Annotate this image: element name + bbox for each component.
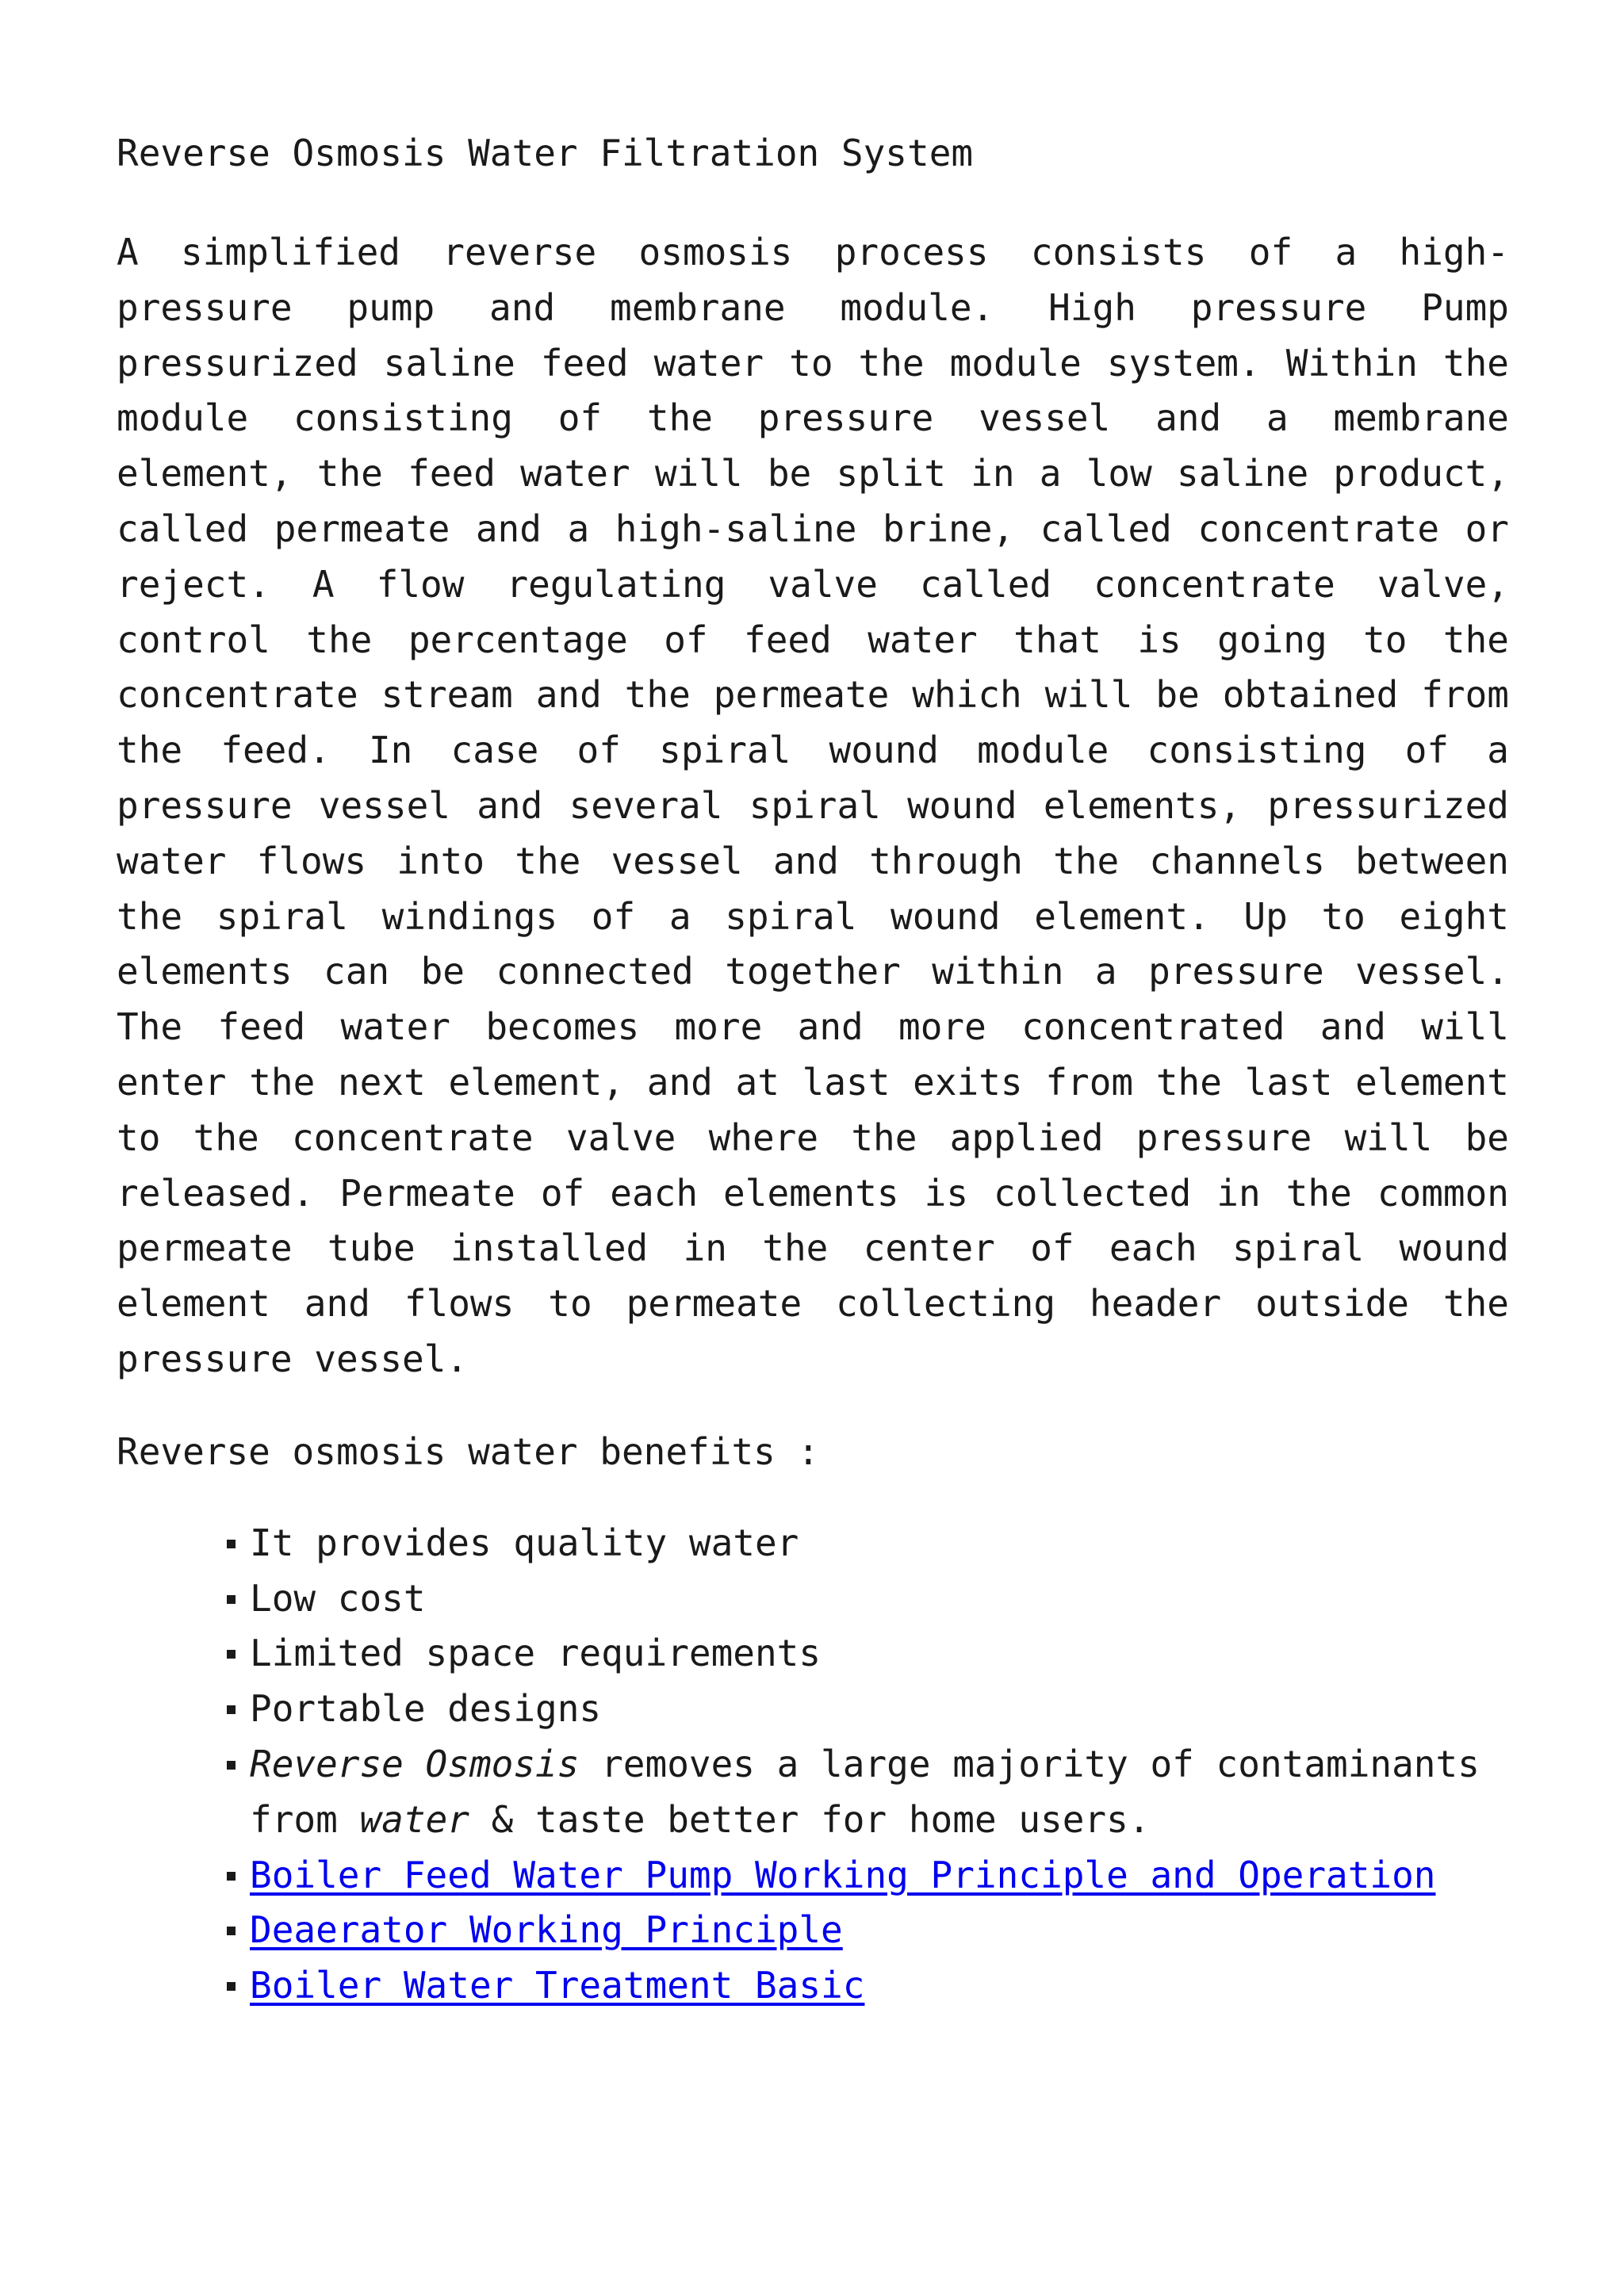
benefit-text: removes a large majority of contaminants from	[250, 1742, 1480, 1841]
benefit-text: It provides quality water	[250, 1521, 799, 1564]
square-bullet-icon	[227, 1982, 236, 1991]
list-item	[250, 1516, 1509, 1571]
benefits-heading: Reverse osmosis water benefits :	[117, 1429, 820, 1473]
list-item	[250, 1903, 1509, 1958]
list-item	[250, 1682, 1509, 1737]
benefit-italic-term: water	[359, 1797, 469, 1841]
benefit-text: & taste better for home users.	[469, 1797, 1151, 1841]
benefits-list	[117, 1516, 1509, 2014]
square-bullet-icon	[227, 1650, 236, 1659]
body-paragraph: A simplified reverse osmosis process consists of a high-pressure pump and membrane module. High pressure Pump pressurized saline feed water to the module system. Within the module consisting of the pressure vessel and a membrane element, the feed water will be split in a low saline product, called permeate and a high-saline brine, called concentrate or reject. A flow regulating valve called concentrate valve, control the percentage of feed water that is going to the concentrate stream and the permeate which will be obtained from the feed. In case of spiral wound module consisting of a pressure vessel and several spiral wound elements, pressurized water flows into the vessel and through the channels between the spiral windings of a spiral wound element. Up to eight elements can be connected together within a pressure vessel. The feed water becomes more and more concentrated and will enter the next element, and at last exits from the last element to the concentrate valve where the applied pressure will be released. Permeate of each elements is collected in the common permeate tube installed in the center of each spiral wound element and flows to permeate collecting header outside the pressure vessel.	[117, 231, 1509, 1380]
link-boiler-water-treatment-basic[interactable]: Boiler Water Treatment Basic	[250, 1964, 865, 2007]
benefit-text: Low cost	[250, 1576, 426, 1620]
square-bullet-icon	[227, 1595, 236, 1604]
list-item	[250, 1958, 1509, 2014]
list-item	[250, 1571, 1509, 1627]
benefit-text: Limited space requirements	[250, 1632, 822, 1675]
document-title: Reverse Osmosis Water Filtration System	[117, 132, 974, 174]
square-bullet-icon	[227, 1927, 236, 1935]
benefit-italic-term: Reverse Osmosis	[250, 1742, 580, 1785]
benefit-text: Portable designs	[250, 1687, 602, 1731]
link-boiler-feed-water-pump[interactable]: Boiler Feed Water Pump Working Principle and Operation	[250, 1853, 1436, 1896]
square-bullet-icon	[227, 1705, 236, 1714]
square-bullet-icon	[227, 1872, 236, 1881]
list-item	[250, 1737, 1509, 1848]
square-bullet-icon	[227, 1540, 236, 1548]
list-item	[250, 1626, 1509, 1682]
square-bullet-icon	[227, 1761, 236, 1770]
link-deaerator-working-principle[interactable]: Deaerator Working Principle	[250, 1908, 843, 1952]
list-item	[250, 1848, 1509, 1904]
document-page	[117, 125, 1509, 2014]
